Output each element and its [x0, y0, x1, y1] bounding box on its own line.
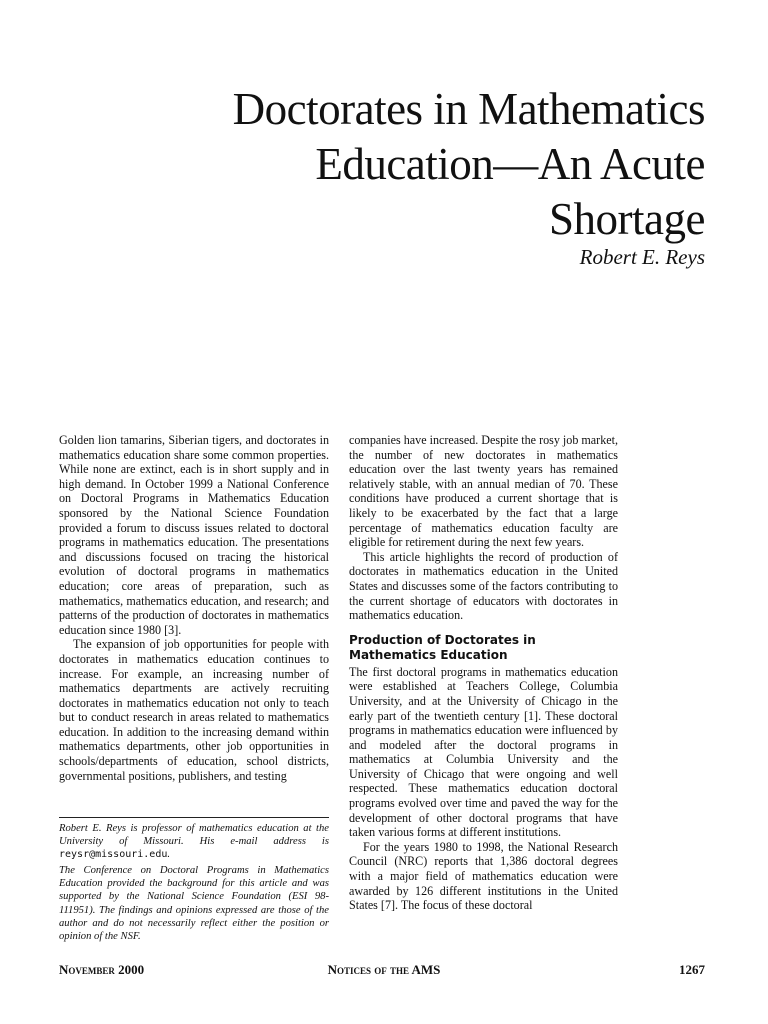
body-paragraph: This article highlights the record of production of doctorates in mathematics education in the United States and discusses some of the factors contributing to the current shortage of educators with doctorates in mathematics education.	[349, 549, 618, 623]
body-paragraph: Golden lion tamarins, Siberian tigers, and doctorates in mathematics education share some common properties. While none are extinct, each is in short supply and in high demand. In October 1999 a National Conference on Doctoral Programs in Mathematics Education sponsored by the National Science Foundation provided a forum to discuss issues related to doctoral programs in mathematics education. The presentations and discussions focused on tracing the historical evolution of doctoral programs in mathematics education; core areas of preparation, such as mathematics, mathematics education, and research; and patterns of the production of doctorates in mathematics education since 1980 [3].	[59, 433, 329, 637]
article-title	[85, 82, 705, 247]
body-paragraph: The expansion of job opportunities for people with doctorates in mathematics education continues to increase. For example, an increasing number of mathematics departments are actively recruiting doctorates in mathematics education not only to teach but to conduct research in areas related to mathematics education. In addition to the increasing demand within mathematics departments, other job opportunities in schools/departments of education, school districts, governmental positions, publishers, and testing	[59, 637, 329, 783]
footnotes	[59, 822, 329, 943]
author-email-link[interactable]: reysr@missouri.edu	[59, 849, 168, 861]
article-title-line: Education—An Acute	[315, 139, 705, 189]
article-author: Robert E. Reys	[579, 245, 705, 269]
article-title-line: Doctorates in Mathematics	[232, 84, 705, 134]
body-paragraph: The first doctoral programs in mathematics education were established at Teachers College, Columbia University, and at the University of Chicago in the early part of the twentieth century [1]. These doctoral programs in mathematics education were influenced by and modeled after the doctoral programs in mathematics at Columbia University and the University of Chicago that were ongoing and well respected. These mathematics education doctoral programs evolved over time and paved the way for the development of other doctoral programs that have taken various forms at different institutions.	[349, 664, 618, 840]
footer-date: November 2000	[59, 962, 145, 977]
left-column	[59, 433, 329, 783]
page-number: 1267	[679, 962, 705, 977]
body-paragraph: companies have increased. Despite the rosy job market, the number of new doctorates in mathematics education over the last twenty years has remained relatively stable, with an annual median of 70. These conditions have produced a current shortage that is likely to be exacerbated by the fact that a large percentage of mathematics education faculty are eligible for retirement during the next few years.	[349, 433, 618, 550]
footnote-divider	[59, 817, 329, 818]
author-footnote-end: .	[167, 849, 171, 861]
footer-journal-name: Notices of the AMS	[327, 962, 441, 977]
author-footnote	[59, 822, 329, 861]
body-paragraph: For the years 1980 to 1998, the National Research Council (NRC) reports that 1,386 doctoral degrees with a major field of mathematics education were awarded by 126 different institutions in the United States [7]. The focus of these doctoral	[349, 839, 618, 913]
section-heading: Production of Doctorates in Mathematics Education	[349, 632, 536, 662]
author-footnote-text: Robert E. Reys is professor of mathematics education at the University of Missouri. His e-mail address is	[59, 823, 329, 848]
conference-footnote: The Conference on Doctoral Programs in Mathematics Education provided the background for this article and was supported by the National Science Foundation (ESI 98-111951). The findings and opinions expressed are those of the author and do not necessarily reflect either the position or opinion of the NSF.	[59, 865, 329, 942]
article-title-line: Shortage	[549, 194, 705, 244]
right-column	[349, 433, 618, 913]
